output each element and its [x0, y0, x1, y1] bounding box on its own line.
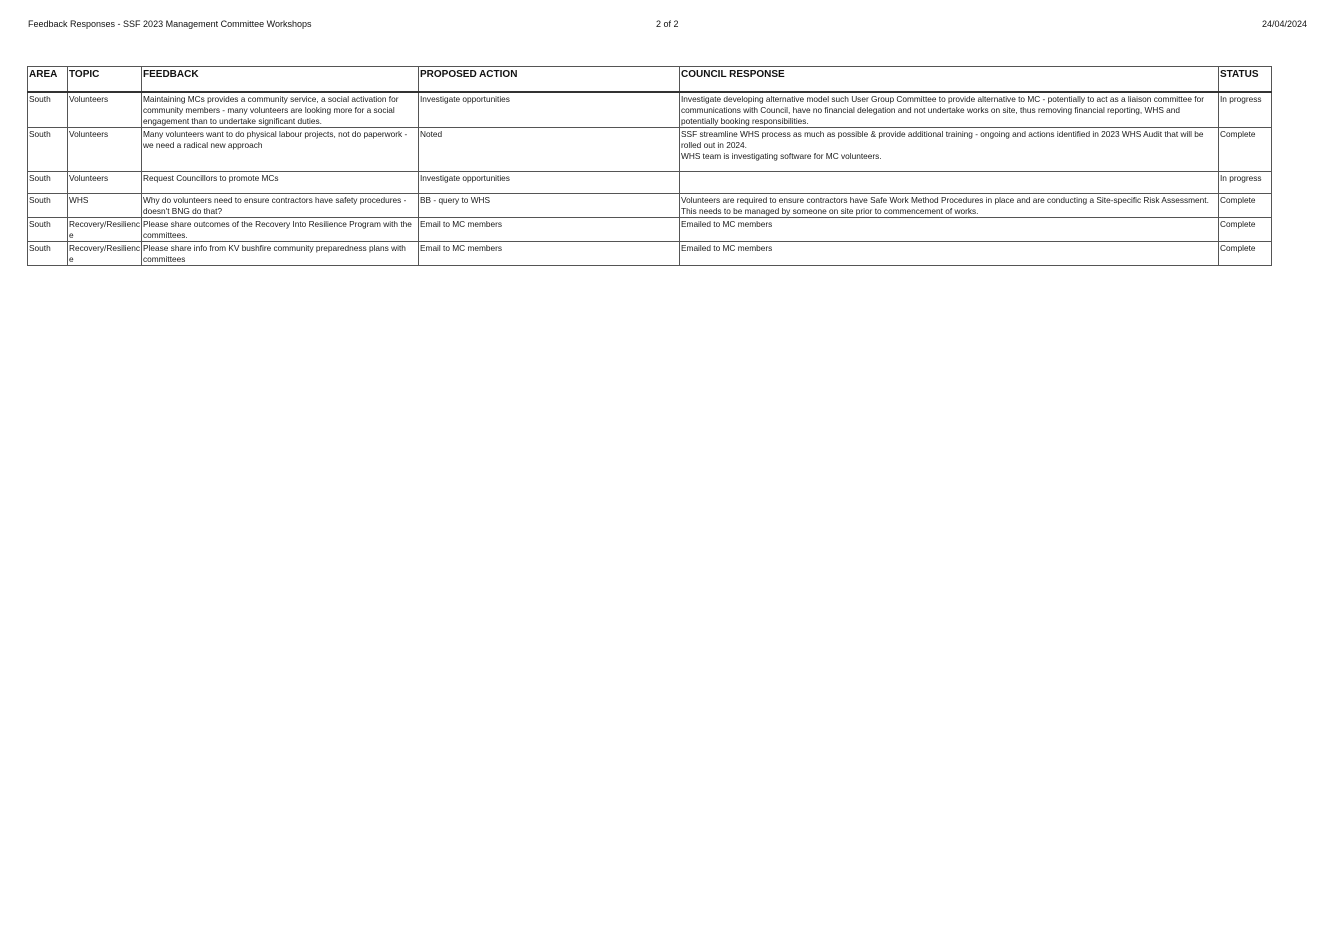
cell-feedback: Why do volunteers need to ensure contractors have safety procedures - doesn't BNG do that?	[142, 194, 419, 218]
cell-topic: Recovery/Resilience	[69, 243, 141, 264]
column-header-feedback: FEEDBACK	[142, 67, 419, 93]
cell-topic: WHS	[68, 194, 142, 218]
cell-feedback: Request Councillors to promote MCs	[142, 172, 419, 194]
cell-council-response: Emailed to MC members	[680, 242, 1219, 266]
cell-topic: Recovery/Resilience	[69, 219, 141, 240]
cell-proposed-action: Noted	[419, 128, 680, 172]
document-date: 24/04/2024	[1261, 19, 1307, 29]
cell-council-response: Emailed to MC members	[680, 218, 1219, 242]
cell-proposed-action: Email to MC members	[419, 218, 680, 242]
column-header-area: AREA	[28, 67, 68, 93]
cell-status: Complete	[1219, 218, 1272, 242]
cell-council-response	[680, 128, 1219, 172]
cell-status: In progress	[1219, 92, 1272, 128]
cell-status: In progress	[1219, 172, 1272, 194]
cell-status: Complete	[1219, 128, 1272, 172]
cell-feedback: Maintaining MCs provides a community service, a social activation for community members - many volunteers are looking more for a social engagement than to undertake significant duties.	[142, 92, 419, 128]
cell-topic: Volunteers	[68, 172, 142, 194]
table-row	[28, 172, 1272, 194]
cell-feedback: Please share outcomes of the Recovery Into Resilience Program with the committees.	[142, 218, 419, 242]
column-header-proposed-action: PROPOSED ACTION	[419, 67, 680, 93]
cell-area: South	[28, 218, 68, 242]
cell-proposed-action: Investigate opportunities	[419, 172, 680, 194]
feedback-table	[27, 66, 1272, 266]
document-title: Feedback Responses - SSF 2023 Management Committee Workshops	[28, 19, 312, 29]
table-row	[28, 242, 1272, 266]
cell-area: South	[28, 172, 68, 194]
council-response-line: SSF streamline WHS process as much as possible & provide additional training - ongoing and actions identified in 2023 WHS Audit that will be rolled out in 2024.	[681, 129, 1204, 150]
cell-council-response: Investigate developing alternative model such User Group Committee to provide alternative to MC - potentially to act as a liaison committee for communications with Council, have no financial delegation and not undertake works on site, thus removing financial reporting, WHS and potentially booking responsibilities.	[680, 92, 1219, 128]
cell-status: Complete	[1219, 242, 1272, 266]
cell-area: South	[28, 242, 68, 266]
table-row	[28, 194, 1272, 218]
page-number: 2 of 2	[656, 19, 679, 29]
table-header-row	[28, 67, 1272, 93]
cell-area: South	[28, 128, 68, 172]
cell-proposed-action: BB - query to WHS	[419, 194, 680, 218]
cell-council-response: Volunteers are required to ensure contractors have Safe Work Method Procedures in place and are conducting a Site-specific Risk Assessment. This needs to be managed by someone on site prior to commencement of works.	[680, 194, 1219, 218]
page-header	[28, 18, 1307, 32]
council-response-line: WHS team is investigating software for MC volunteers.	[681, 151, 882, 161]
cell-status: Complete	[1219, 194, 1272, 218]
cell-council-response	[680, 172, 1219, 194]
cell-topic: Volunteers	[68, 128, 142, 172]
cell-proposed-action: Investigate opportunities	[419, 92, 680, 128]
column-header-topic: TOPIC	[68, 67, 142, 93]
table-row	[28, 218, 1272, 242]
table-row	[28, 92, 1272, 128]
cell-area: South	[28, 194, 68, 218]
column-header-status: STATUS	[1219, 67, 1272, 93]
table-row	[28, 128, 1272, 172]
cell-area: South	[28, 92, 68, 128]
cell-topic: Volunteers	[68, 92, 142, 128]
cell-feedback: Many volunteers want to do physical labour projects, not do paperwork - we need a radical new approach	[142, 128, 419, 172]
column-header-council-response: COUNCIL RESPONSE	[680, 67, 1219, 93]
cell-proposed-action: Email to MC members	[419, 242, 680, 266]
cell-feedback: Please share info from KV bushfire community preparedness plans with committees	[142, 242, 419, 266]
